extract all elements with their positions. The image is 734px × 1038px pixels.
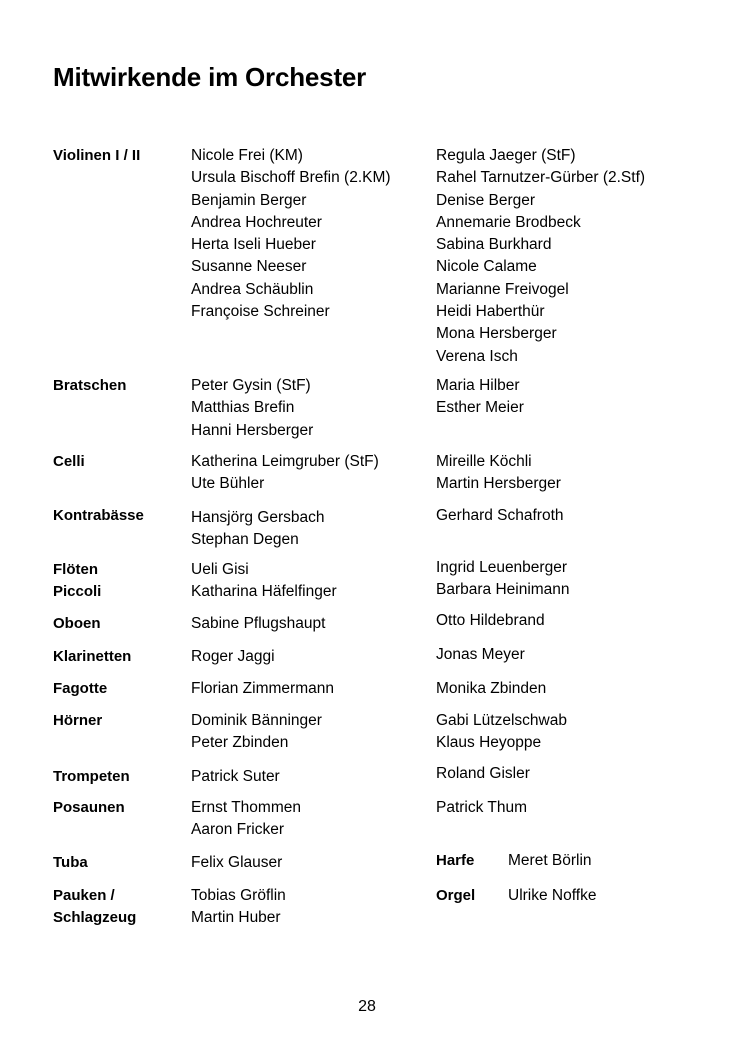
- names-column-right: [436, 678, 546, 700]
- member-name: Mona Hersberger: [436, 325, 557, 343]
- member-name: Roger Jaggi: [191, 648, 275, 665]
- member-name: Gerhard Schafroth: [436, 507, 564, 524]
- names-column-right: [436, 375, 524, 420]
- member-name: Martin Huber: [191, 909, 281, 927]
- member-name: Ingrid Leuenberger: [436, 559, 567, 576]
- names-column-left: [191, 885, 286, 930]
- member-name: Andrea Schäublin: [191, 280, 314, 298]
- names-column-right: [436, 710, 567, 755]
- section-label: Kontrabässe: [53, 507, 144, 524]
- member-name: Jonas Meyer: [436, 646, 525, 663]
- harfe-entry: [436, 850, 592, 872]
- names-column-left: [191, 375, 313, 442]
- names-column-right: [436, 797, 527, 819]
- member-name: Hansjörg Gersbach: [191, 509, 325, 526]
- section-label: Hörner: [53, 712, 103, 729]
- section-label: Oboen: [53, 615, 101, 632]
- member-name: Matthias Brefin: [191, 399, 295, 417]
- member-name: Patrick Thum: [436, 799, 528, 816]
- names-column-left: [191, 613, 325, 635]
- orgel-entry: [436, 885, 596, 907]
- member-name: Gabi Lützelschwab: [436, 712, 567, 729]
- member-name: Martin Hersberger: [436, 475, 561, 493]
- member-name: Susanne Neeser: [191, 258, 307, 276]
- names-column-right: [436, 505, 564, 527]
- names-column-right: [436, 763, 530, 785]
- names-column-right: [436, 557, 570, 602]
- member-name: Nicole Frei (KM): [191, 147, 303, 164]
- member-name: Hanni Hersberger: [191, 421, 314, 439]
- member-name: Rahel Tarnutzer-Gürber (2.Stf): [436, 169, 646, 187]
- section-label: Flöten Piccoli: [53, 561, 102, 601]
- names-column-right: [436, 451, 561, 496]
- section-label: Posaunen: [53, 799, 125, 816]
- member-name: Françoise Schreiner: [191, 303, 330, 321]
- names-column-left: [191, 710, 322, 755]
- names-column-left: [191, 145, 391, 323]
- page-title: Mitwirkende im Orchester: [53, 62, 367, 92]
- member-name: Ulrike Noffke: [508, 887, 597, 904]
- member-name: Sabina Burkhard: [436, 236, 552, 254]
- names-column-left: [191, 766, 280, 788]
- member-name: Nicole Calame: [436, 258, 537, 276]
- member-name: Ueli Gisi: [191, 561, 249, 578]
- member-name: Maria Hilber: [436, 377, 520, 394]
- member-name: Ursula Bischoff Brefin (2.KM): [191, 169, 391, 187]
- names-column-right: [436, 610, 545, 632]
- member-name: Andrea Hochreuter: [191, 213, 322, 231]
- names-column-left: [191, 507, 325, 552]
- names-column-right: [436, 145, 645, 368]
- section-label: Violinen I / II: [53, 147, 141, 164]
- member-name: Felix Glauser: [191, 854, 283, 871]
- section-label: Klarinetten: [53, 648, 132, 665]
- member-name: Peter Gysin (StF): [191, 377, 311, 394]
- member-name: Katherina Leimgruber (StF): [191, 453, 379, 470]
- member-name: Klaus Heyoppe: [436, 734, 542, 752]
- member-name: Monika Zbinden: [436, 680, 547, 697]
- member-name: Sabine Pflugshaupt: [191, 615, 326, 632]
- member-name: Patrick Suter: [191, 768, 280, 785]
- member-name: Katharina Häfelfinger: [191, 583, 337, 601]
- member-name: Barbara Heinimann: [436, 581, 570, 599]
- names-column-left: [191, 678, 334, 700]
- member-name: Peter Zbinden: [191, 734, 289, 752]
- section-label: Pauken / Schlagzeug: [53, 887, 137, 927]
- section-label: Celli: [53, 453, 85, 470]
- page-number: 28: [358, 998, 376, 1015]
- member-name: Ute Bühler: [191, 475, 265, 493]
- member-name: Esther Meier: [436, 399, 524, 417]
- member-name: Tobias Gröflin: [191, 887, 286, 904]
- member-name: Regula Jaeger (StF): [436, 147, 576, 164]
- section-label: Tuba: [53, 854, 88, 871]
- names-column-right: [436, 644, 525, 666]
- member-name: Dominik Bänninger: [191, 712, 322, 729]
- member-name: Otto Hildebrand: [436, 612, 545, 629]
- member-name: Benjamin Berger: [191, 191, 307, 209]
- member-name: Roland Gisler: [436, 765, 530, 782]
- section-label: Bratschen: [53, 377, 127, 394]
- member-name: Denise Berger: [436, 191, 536, 209]
- section-label: Harfe: [436, 852, 475, 869]
- member-name: Florian Zimmermann: [191, 680, 334, 697]
- member-name: Stephan Degen: [191, 531, 299, 549]
- names-column-left: [191, 559, 337, 604]
- member-name: Aaron Fricker: [191, 821, 285, 839]
- member-name: Annemarie Brodbeck: [436, 213, 581, 231]
- names-column-left: [191, 852, 282, 874]
- member-name: Ernst Thommen: [191, 799, 301, 816]
- names-column-left: [191, 797, 301, 842]
- section-label: Fagotte: [53, 680, 108, 697]
- member-name: Meret Börlin: [508, 852, 592, 869]
- section-label: Trompeten: [53, 768, 130, 785]
- names-column-left: [191, 451, 379, 496]
- section-label: Orgel: [436, 887, 476, 904]
- member-name: Mireille Köchli: [436, 453, 532, 470]
- names-column-left: [191, 646, 275, 668]
- member-name: Herta Iseli Hueber: [191, 236, 316, 254]
- member-name: Heidi Haberthür: [436, 303, 545, 321]
- member-name: Verena Isch: [436, 347, 518, 365]
- member-name: Marianne Freivogel: [436, 280, 569, 298]
